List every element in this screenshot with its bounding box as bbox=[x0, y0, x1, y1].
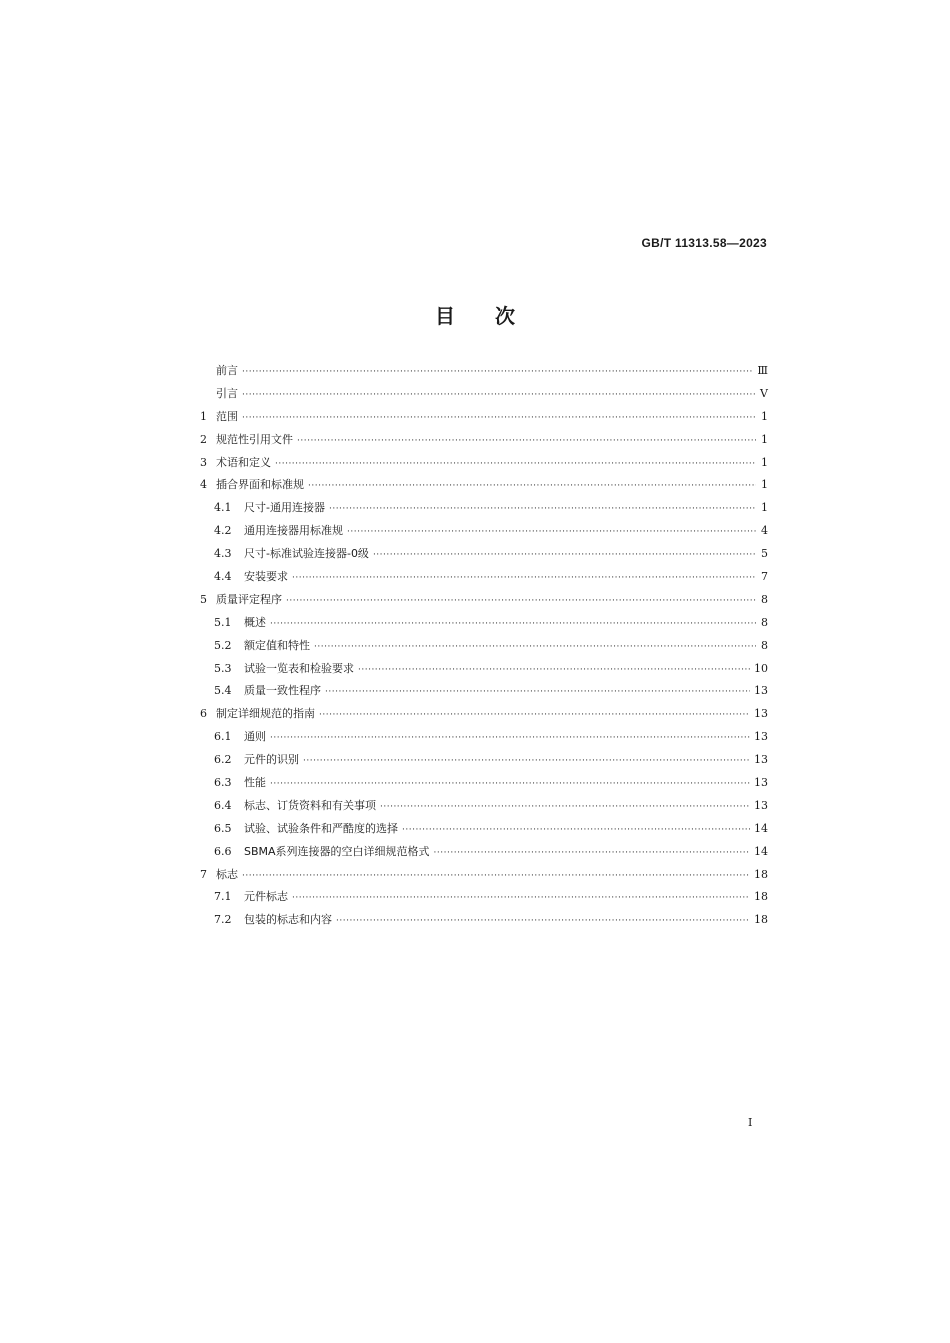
toc-entry[interactable] bbox=[200, 660, 768, 683]
toc-entry-page: 18 bbox=[754, 867, 768, 881]
toc-dot-leader bbox=[292, 893, 750, 903]
toc-entry[interactable] bbox=[200, 499, 768, 522]
toc-entry-number: 6.5 bbox=[214, 821, 232, 835]
toc-entry[interactable] bbox=[200, 705, 768, 728]
toc-entry-title: 尺寸-通用连接器 bbox=[244, 501, 325, 515]
toc-entry-number: 4.3 bbox=[214, 547, 232, 561]
toc-dot-leader bbox=[402, 825, 750, 835]
toc-entry-number: 5 bbox=[200, 592, 207, 606]
toc-entry-title: 性能 bbox=[244, 776, 266, 790]
toc-entry-title: 质量评定程序 bbox=[216, 592, 282, 606]
toc-entry[interactable] bbox=[200, 797, 768, 820]
toc-entry-title: 插合界面和标准规 bbox=[216, 478, 304, 492]
toc-entry-number: 3 bbox=[200, 455, 207, 469]
toc-entry-number: 6.3 bbox=[214, 776, 232, 790]
toc-entry[interactable] bbox=[200, 591, 768, 614]
toc-dot-leader bbox=[336, 916, 750, 926]
toc-entry-title: 标志 bbox=[216, 867, 238, 881]
toc-entry-title: 尺寸-标准试验连接器-0级 bbox=[244, 547, 369, 561]
toc-entry[interactable] bbox=[200, 522, 768, 545]
toc-entry-title: 通用连接器用标准规 bbox=[244, 524, 343, 538]
toc-entry-number: 5.3 bbox=[214, 661, 232, 675]
toc-entry-title: 规范性引用文件 bbox=[216, 432, 293, 446]
toc-entry-title: 元件标志 bbox=[244, 890, 288, 904]
toc-entry[interactable] bbox=[200, 820, 768, 843]
toc-dot-leader bbox=[347, 527, 756, 537]
toc-entry-title: 引言 bbox=[216, 386, 238, 400]
toc-entry-page: 1 bbox=[761, 409, 768, 423]
toc-entry-title: 概述 bbox=[244, 615, 266, 629]
page-title: 目次 bbox=[435, 304, 555, 328]
toc-entry-title: 前言 bbox=[216, 364, 238, 377]
toc-dot-leader bbox=[292, 573, 756, 583]
toc-entry-number: 6.4 bbox=[214, 798, 232, 812]
toc-entry-number: 7.2 bbox=[214, 913, 232, 927]
toc-entry-page: 13 bbox=[754, 753, 768, 767]
toc-entry[interactable] bbox=[200, 843, 768, 866]
toc-entry-page: 8 bbox=[761, 615, 768, 629]
toc-dot-leader bbox=[242, 367, 753, 377]
toc-entry-number: 6.2 bbox=[214, 753, 232, 767]
toc-entry-page: 1 bbox=[761, 432, 768, 446]
toc-entry-page: 13 bbox=[754, 730, 768, 744]
toc-entry-number: 4.4 bbox=[214, 570, 232, 584]
toc-entry-number: 4.2 bbox=[214, 524, 232, 538]
toc-entry-page: 1 bbox=[761, 478, 768, 492]
toc-entry[interactable] bbox=[200, 408, 768, 431]
toc-dot-leader bbox=[380, 802, 750, 812]
toc-entry[interactable] bbox=[200, 751, 768, 774]
toc-entry-title: 试验一览表和检验要求 bbox=[244, 661, 354, 675]
toc-dot-leader bbox=[275, 459, 756, 469]
toc-dot-leader bbox=[373, 550, 756, 560]
toc-entry-page: 7 bbox=[761, 570, 768, 584]
toc-entry-title: 元件的识别 bbox=[244, 753, 299, 767]
toc-entry-page: 1 bbox=[761, 501, 768, 515]
toc-entry-title: 安装要求 bbox=[244, 570, 288, 584]
toc-dot-leader bbox=[314, 642, 756, 652]
toc-entry[interactable] bbox=[200, 431, 768, 454]
toc-entry-page: 18 bbox=[754, 890, 768, 904]
toc-entry-number: 6 bbox=[200, 707, 207, 721]
toc-entry-title: 包装的标志和内容 bbox=[244, 913, 332, 927]
toc-dot-leader bbox=[297, 436, 756, 446]
toc-entry-page: 5 bbox=[761, 547, 768, 561]
toc-dot-leader bbox=[325, 687, 750, 697]
toc-entry-title: 范围 bbox=[216, 409, 238, 423]
toc-entry[interactable] bbox=[200, 682, 768, 705]
toc-dot-leader bbox=[242, 413, 756, 423]
toc-entry-number: 6.6 bbox=[214, 844, 232, 858]
toc-entry-title: 质量一致性程序 bbox=[244, 684, 321, 698]
toc-entry-page: 1 bbox=[761, 455, 768, 469]
toc-entry[interactable] bbox=[200, 614, 768, 637]
toc-entry-title: SBMA系列连接器的空白详细规范格式 bbox=[244, 844, 430, 858]
toc-entry-number: 7 bbox=[200, 867, 207, 881]
toc-entry[interactable] bbox=[200, 911, 768, 934]
toc-dot-leader bbox=[308, 481, 756, 491]
toc-entry-page: 8 bbox=[761, 638, 768, 652]
toc-entry-page: 18 bbox=[754, 913, 768, 927]
toc-entry[interactable] bbox=[200, 866, 768, 889]
toc-entry-number: 4.1 bbox=[214, 501, 232, 515]
toc-entry-page: 14 bbox=[754, 844, 768, 858]
standard-number: GB/T 11313.58—2023 bbox=[641, 236, 767, 250]
toc-entry-page: Ⅲ bbox=[757, 364, 768, 377]
toc-entry-number: 4 bbox=[200, 478, 207, 492]
toc-entry[interactable] bbox=[200, 545, 768, 568]
toc-entry[interactable] bbox=[200, 637, 768, 660]
toc-entry-page: 8 bbox=[761, 592, 768, 606]
page-number: Ⅰ bbox=[748, 1116, 753, 1129]
toc-entry-page: 4 bbox=[761, 524, 768, 538]
toc-entry[interactable] bbox=[200, 476, 768, 499]
toc-entry-page: 10 bbox=[754, 661, 768, 675]
toc-dot-leader bbox=[270, 779, 750, 789]
toc-entry[interactable] bbox=[200, 385, 768, 408]
toc-entry[interactable] bbox=[200, 362, 768, 385]
toc-dot-leader bbox=[303, 756, 750, 766]
toc-entry[interactable] bbox=[200, 568, 768, 591]
toc-entry-number: 1 bbox=[200, 409, 207, 423]
toc-entry[interactable] bbox=[200, 454, 768, 477]
toc-dot-leader bbox=[270, 619, 756, 629]
toc-dot-leader bbox=[319, 710, 750, 720]
toc-entry-page: 13 bbox=[754, 776, 768, 790]
toc-entry-number: 6.1 bbox=[214, 730, 232, 744]
toc-entry-title: 通则 bbox=[244, 730, 266, 744]
toc-entry-title: 额定值和特性 bbox=[244, 638, 310, 652]
toc-entry-number: 5.4 bbox=[214, 684, 232, 698]
toc-dot-leader bbox=[242, 390, 756, 400]
toc-entry-number: 5.2 bbox=[214, 638, 232, 652]
toc-entry-number: 2 bbox=[200, 432, 207, 446]
toc-dot-leader bbox=[242, 871, 750, 881]
toc-entry[interactable] bbox=[200, 888, 768, 911]
toc-dot-leader bbox=[358, 665, 750, 675]
toc-entry[interactable] bbox=[200, 774, 768, 797]
toc-entry-page: 13 bbox=[754, 707, 768, 721]
toc-dot-leader bbox=[286, 596, 756, 606]
toc-dot-leader bbox=[329, 504, 756, 514]
toc-entry-page: Ⅴ bbox=[760, 386, 768, 400]
toc-entry-title: 标志、订货资料和有关事项 bbox=[244, 798, 376, 812]
toc-entry-page: 13 bbox=[754, 684, 768, 698]
toc-entry-title: 制定详细规范的指南 bbox=[216, 707, 315, 721]
toc-entry[interactable] bbox=[200, 728, 768, 751]
toc-entry-page: 13 bbox=[754, 798, 768, 812]
toc-dot-leader bbox=[270, 733, 750, 743]
toc-entry-title: 试验、试验条件和严酷度的选择 bbox=[244, 821, 398, 835]
toc-entry-page: 14 bbox=[754, 821, 768, 835]
toc-entry-title: 术语和定义 bbox=[216, 455, 271, 469]
table-of-contents bbox=[200, 362, 768, 934]
toc-entry-number: 7.1 bbox=[214, 890, 232, 904]
toc-entry-number: 5.1 bbox=[214, 615, 232, 629]
toc-dot-leader bbox=[434, 848, 750, 858]
